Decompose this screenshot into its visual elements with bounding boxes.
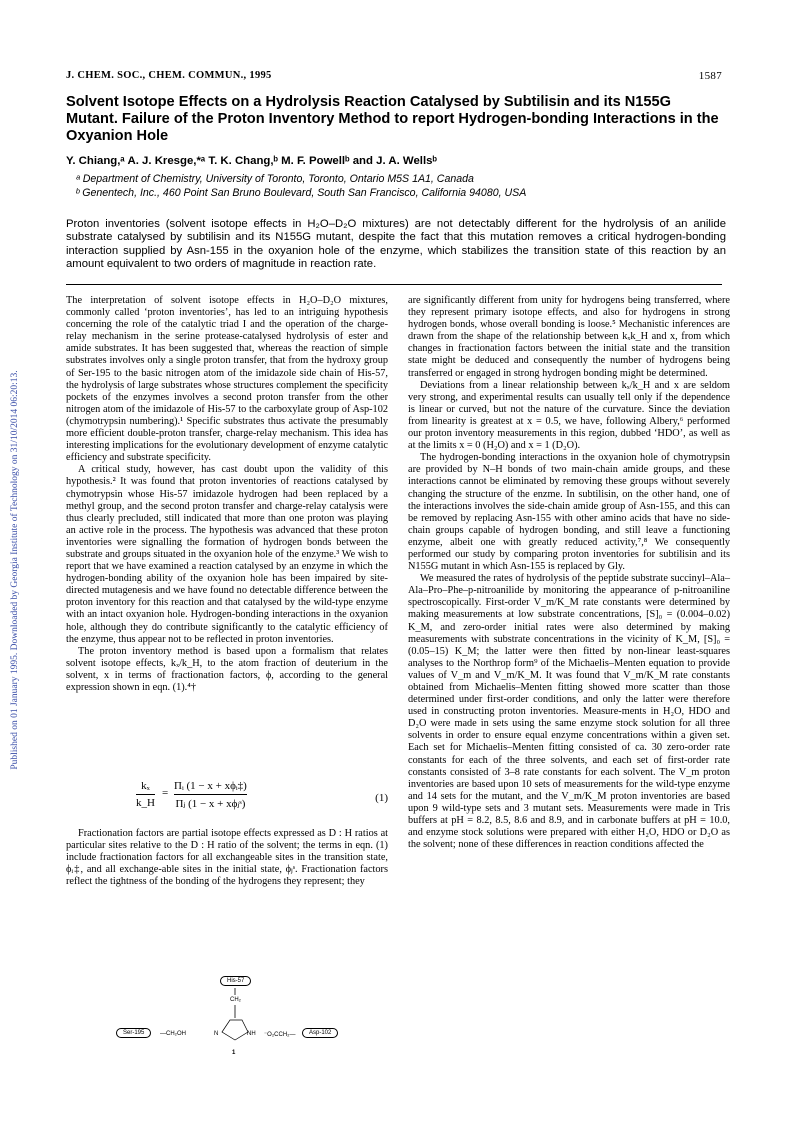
- equation-lhs-denominator: k_H: [136, 797, 155, 809]
- left-column-continued: [66, 828, 388, 888]
- equation-1: [66, 778, 388, 828]
- equation-lhs-numerator: kₓ: [136, 778, 155, 795]
- equation-rhs-denominator: Πⱼ (1 − x + xϕⱼˢ): [175, 798, 246, 810]
- author-list: Y. Chiang,ᵃ A. J. Kresge,*ᵃ T. K. Chang,ᵇ M. F. Powellᵇ and J. A. Wellsᵇ: [66, 155, 437, 167]
- running-header: [66, 70, 722, 81]
- paragraph: Deviations from a linear relationship between kₓ/k_H and x are seldom very strong, and experimental results can usually tell only if the dependence is linear or curved, but not the nature of the curvature. Since the deviation from linearity is greatest at x = 0.5, we have, following Albery,⁶ performed our proton inventory measurements in this region, dubbed ‘HDO’, as well as at the limits x = 0 (H₂O) and x = 1 (D₂O).: [408, 379, 730, 452]
- catalytic-triad-structure: [123, 970, 340, 1070]
- paragraph: The interpretation of solvent isotope effects in H₂O–D₂O mixtures, commonly called ‘proton inventories’, has led to an intriguing hypothesis concerning the role of the catalytic triad I and the operation of the charge-relay mechanism in the serine protease-catalysed hydrolysis of ester and amide substrates. It has been suggested that, whereas the reaction of simple substrates involves only a single proton transfer, that from the hydroxy group of Ser-195 to the basic nitrogen atom of the imidazole side chain of His-57, the hydrolysis of large substrates whose structures complement the specificity pockets of the enzymes involves a second proton transfer from the other nitrogen atom of the imidazole of His-57 to the carboxylate group of Asp-102 (chymotrypsin numbering).¹ Specific substrates thus activate the presumably more efficient double-proton transfer, charge-relay mechanism. This idea has interesting implications for the evolutionary development of enzyme catalytic efficiency and substrate specificity.: [66, 295, 388, 464]
- equation-rhs-numerator: Πᵢ (1 − x + xϕᵢ‡): [174, 778, 247, 795]
- paragraph: Fractionation factors are partial isotope effects expressed as D : H ratios at particular sites relative to the D : H ratio of the solvent; the terms in eqn. (1) include fractionation factors for all exchangeable sites in the transition state, ϕᵢ‡, and all exchange-able sites in the initial state, ϕⱼˢ. Fractionation factors reflect the tightness of the bonding of the hydrogens they represent; they: [66, 828, 388, 888]
- paragraph: are significantly different from unity for hydrogens being transferred, where they represent primary isotope effects, and also for hydrogens in strong hydrogen bonds, whose overall bonding is loose.⁵ Mechanistic inferences are drawn from the shape of the relationship between kₓk_H and x, from which changes in fractionation factors between the initial state and the transition state might be deduced and consequently the number of hydrogens being transferred or engaged in strong hydrogen bonding might be determined.: [408, 295, 730, 379]
- article-title: Solvent Isotope Effects on a Hydrolysis Reaction Catalysed by Subtilisin and its N155G Mutant. Failure of the Proton Inventory Method to report Hydrogen-bonding Interactions in the Oxyanion Hole: [66, 94, 719, 144]
- affiliation-b: ᵇ Genentech, Inc., 460 Point San Bruno Boulevard, South San Francisco, California 94080, USA: [76, 187, 527, 199]
- carboxylate-label: ⁻O₂CCH₂—: [264, 1032, 296, 1038]
- equals-sign: =: [162, 787, 169, 799]
- left-column: [66, 295, 388, 694]
- abstract: Proton inventories (solvent isotope effects in H₂O–D₂O mixtures) are not detectably different for the hydrolysis of an anilide substrate catalysed by subtilisin and its N155G mutant, despite the fact that this mutation removes a critical hydrogen-bonding interaction supplied by Asn-155 in the oxyanion hole of the enzyme, which stabilizes the transition state of this reaction by an amount equivalent to two orders of magnitude in reaction rate.: [66, 218, 726, 271]
- ser-195-label: Ser-195: [116, 1028, 151, 1038]
- his-57-label: His-57: [220, 976, 251, 986]
- equation-number: (1): [375, 792, 388, 804]
- paragraph: We measured the rates of hydrolysis of the peptide substrate succinyl–Ala–Ala–Pro–Phe–p-nitroanilide by monitoring the appearance of p-nitroaniline spectroscopically. First-order V_m/K_M rate constants were determined by making measurements at low substrate concentrations, [S]₀ = (0.004–0.02) K_M, and zero-order initial rates were also determined by making measurements with substrate concentrations in the vicinity of K_M, [S]₀ = (0.05–15) K_M; the latter were then fitted by non-linear least-squares analyses to the Northrop form⁹ of the Michaelis–Menten equation to provide values of V_m and V_m/K_M. It was found that V_m/K_M rate constants obtained from Michaelis–Menten fitting showed more scatter than those determined under first-order conditions, and only the latter were therefore used in constructing proton inventories. Measure-ments in H₂O, HDO and D₂O were made in sets using the same enzyme stock solution for all three solvents in order to ensure equal enzyme concentrations within a given set. Each set for Michaelis–Menten fitting consisted of ca. 30 zero-order rate constants for each of the three solvents, and each set of first-order rate constants consisted of 3–8 rate constants for each solvent. The V_m proton inventories are based upon 10 sets of measurements for the wild-type enzyme and 14 sets for the mutant, and the V_m/K_M proton inventories are based upon 9 wild-type sets and 3 mutant sets. Measurements were made in Tris buffers at pH = 8.2, 8.5, 8.6 and 8.9, and in carbonate buffers at pH = 10.0, and enzyme stock solutions were prepared with either H₂O, HDO or D₂O as the solvent; none of these differences in reaction conditions affected the: [408, 573, 730, 851]
- ch2-label: CH₂: [230, 997, 241, 1003]
- nitrogen-label: N: [214, 1031, 219, 1037]
- structure-number: 1: [232, 1050, 236, 1056]
- paragraph: A critical study, however, has cast doubt upon the validity of this hypothesis.² It was found that proton inventories of reactions catalysed by chymotrypsin whose His-57 imidazole hydrogen had been replaced by a methyl group, and the second proton transfer and charge-relay catalysis were thus clearly precluded, still indicated that more than one proton was playing an active role in the process. The hypothesis was advanced that these proton inventories were signalling the formation of hydrogen bonds between the substrate and groups situated in the oxyanion hole of the enzyme.³ We wish to report that we have examined a reaction catalysed by an enzyme in which the hydrogen-bonding ability of the oxyanion hole has been impaired by site-directed mutagenesis and we have found no detectable difference between the proton inventory for this reaction and that catalysed by the wild-type enzyme with an intact oxyanion hole. Hydrogen-bonding interactions in the oxyanion hole, although they do contribute significantly to the catalytic efficiency of the enzyme, thus appear not to be reflected in proton inventories.: [66, 464, 388, 645]
- asp-102-label: Asp-102: [302, 1028, 338, 1038]
- affiliation-a: ᵃ Department of Chemistry, University of Toronto, Toronto, Ontario M5S 1A1, Canada: [76, 173, 474, 185]
- equation-rhs: [174, 778, 247, 812]
- page-number: 1587: [698, 70, 722, 82]
- equation-lhs: [136, 778, 155, 811]
- journal-name: J. CHEM. SOC., CHEM. COMMUN., 1995: [66, 70, 272, 81]
- download-notice: Published on 01 January 1995. Downloaded by Georgia Institute of Technology on 31/10/2014 06:20:13.: [10, 370, 20, 770]
- divider-rule: [66, 284, 722, 285]
- right-column: [408, 295, 730, 851]
- paragraph: The proton inventory method is based upon a formalism that relates solvent isotope effects, kₓ/k_H, to the atom fraction of deuterium in the solvent, x in terms of fractionation factors, ϕ, according to the general expression shown in eqn. (1).⁴†: [66, 645, 388, 693]
- nh-label: NH: [247, 1031, 256, 1037]
- ch2oh-label: —CH₂OH: [160, 1031, 186, 1037]
- paragraph: The hydrogen-bonding interactions in the oxyanion hole of chymotrypsin are provided by N–H bonds of two main-chain amide groups, and these interactions cannot be eliminated by removing these groups without severely changing the structure of the enzme. In subtilisin, on the other hand, one of the interactions involves the side-chain amide group of Asn-155, and this can be removed by replacing Asn-155 with other amino acids that have no side-chain groups capable of hydrogen bonding, and still leave a functioning enzyme, albeit one with greatly reduced activity,⁷,⁸ We consequently performed our study by comparing proton inventories for subtilisin and its N155G mutant in which Asn-155 is replaced by Gly.: [408, 452, 730, 573]
